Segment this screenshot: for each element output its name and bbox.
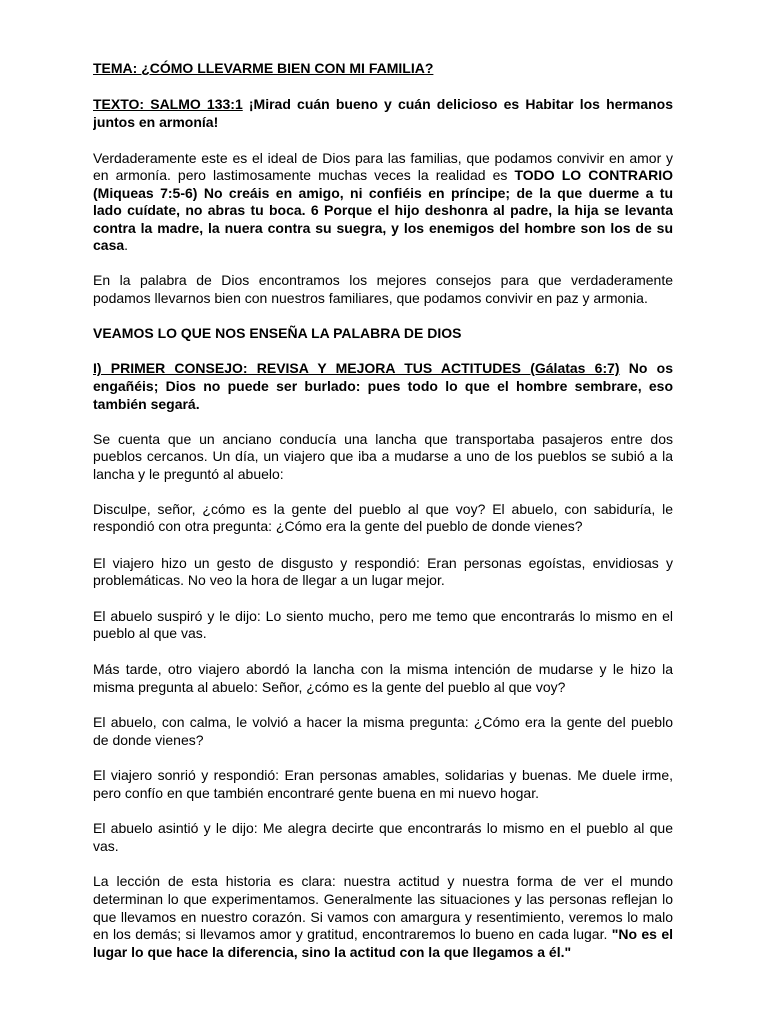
consejo-line-2: engañéis; Dios no puede ser burlado: pues todo lo que el hombre sembrare, eso xyxy=(93,378,673,394)
cuenta-line-3: lancha y le preguntó al abuelo: xyxy=(93,466,284,482)
viajero-line-2: problemáticas. No veo la hora de llegar a un lugar mejor. xyxy=(93,572,445,588)
intro-line-1: Verdaderamente este es el ideal de Dios para las familias, que podamos convivir en amor y xyxy=(93,150,673,166)
intro-line-2 xyxy=(93,166,673,184)
mastarde-line-1: Más tarde, otro viajero abordó la lancha con la misma intención de mudarse y le hizo la xyxy=(93,661,673,677)
consejo-line-1 xyxy=(93,359,673,377)
texto-label: TEXTO: SALMO 133:1 xyxy=(93,96,243,112)
palabra-line-1: En la palabra de Dios encontramos los mejores consejos para que verdaderamente xyxy=(93,272,673,288)
cuenta-line-2: pueblos cercanos. Un día, un viajero que iba a mudarse a uno de los pueblos se subió a la xyxy=(93,448,673,464)
mastarde-line-2: misma pregunta al abuelo: Señor, ¿cómo es la gente del pueblo al que voy? xyxy=(93,679,566,695)
suspiro-line-1: El abuelo suspiró y le dijo: Lo siento mucho, pero me temo que encontrarás lo mismo en el xyxy=(93,608,673,624)
suspiro-line-2: pueblo al que vas. xyxy=(93,625,207,641)
intro-period: . xyxy=(124,237,129,253)
sonrio-line-2: pero confío en que también encontraré gente buena en mi nuevo hogar. xyxy=(93,785,539,801)
document-title: TEMA: ¿CÓMO LLEVARME BIEN CON MI FAMILIA? xyxy=(93,60,434,76)
sonrio-line-1: El viajero sonrió y respondió: Eran personas amables, solidarias y buenas. Me duele irme, xyxy=(93,767,673,783)
asintio-line-2: vas. xyxy=(93,838,119,854)
intro-casa: casa xyxy=(93,237,125,253)
section-heading: VEAMOS LO QUE NOS ENSEÑA LA PALABRA DE DIOS xyxy=(93,325,462,341)
intro-emphasis: TODO LO CONTRARIO xyxy=(514,167,673,183)
consejo-label: I) PRIMER CONSEJO: REVISA Y MEJORA TUS ACTITUDES (Gálatas 6:7) xyxy=(93,360,620,376)
disculpe-line-2: respondió con otra pregunta: ¿Cómo era la gente del pueblo de donde vienes? xyxy=(93,518,583,534)
leccion-line-1: La lección de esta historia es clara: nuestra actitud y nuestra forma de ver el mundo xyxy=(93,873,673,889)
intro-line-5: contra la madre, la nuera contra su suegra, y los enemigos del hombre son los de su xyxy=(93,220,673,236)
intro-line-6 xyxy=(93,236,673,254)
leccion-line-3: que llevamos en nuestro corazón. Si vamos con amargura y resentimiento, veremos lo malo xyxy=(93,909,673,925)
calma-line-1: El abuelo, con calma, le volvió a hacer la misma pregunta: ¿Cómo era la gente del pueblo xyxy=(93,714,673,730)
consejo-line-3: también segará. xyxy=(93,396,200,412)
asintio-line-1: El abuelo asintió y le dijo: Me alegra decirte que encontrarás lo mismo en el pueblo al que xyxy=(93,820,673,836)
leccion-quote-start: "No es el xyxy=(611,926,673,942)
viajero-line-1: El viajero hizo un gesto de disgusto y respondió: Eran personas egoístas, envidiosas y xyxy=(93,555,673,571)
cuenta-line-1: Se cuenta que un anciano conducía una lancha que transportaba pasajeros entre dos xyxy=(93,431,673,447)
consejo-verse-start: No os xyxy=(619,360,673,376)
disculpe-line-1: Disculpe, señor, ¿cómo es la gente del pueblo al que voy? El abuelo, con sabiduría, le xyxy=(93,501,673,517)
leccion-line-4-text: en los demás; si llevamos amor y gratitud, encontraremos lo bueno en cada lugar. xyxy=(93,926,612,942)
leccion-quote-end: lugar lo que hace la diferencia, sino la actitud con la que llegamos a él." xyxy=(93,944,572,960)
texto-verse-start: ¡Mirad cuán bueno y cuán delicioso es Habitar los hermanos xyxy=(242,96,673,112)
intro-line-4: lado cuídate, no abras tu boca. 6 Porque el hijo deshonra al padre, la hija se levanta xyxy=(93,202,673,218)
calma-line-2: de donde vienes? xyxy=(93,732,204,748)
intro-line-3: (Miqueas 7:5-6) No creáis en amigo, ni confiéis en príncipe; de la que duerme a tu xyxy=(93,185,673,201)
palabra-line-2: podamos llevarnos bien con nuestros familiares, que podamos convivir en paz y armonia. xyxy=(93,290,648,306)
intro-line-2-text: en armonía. pero lastimosamente muchas veces la realidad es xyxy=(93,167,515,183)
texto-line-2: juntos en armonía! xyxy=(93,114,219,130)
texto-line-1 xyxy=(93,95,673,113)
leccion-line-4 xyxy=(93,925,673,943)
leccion-line-2: determinan lo que experimentamos. Generalmente las situaciones y las personas reflejan lo xyxy=(93,891,673,907)
